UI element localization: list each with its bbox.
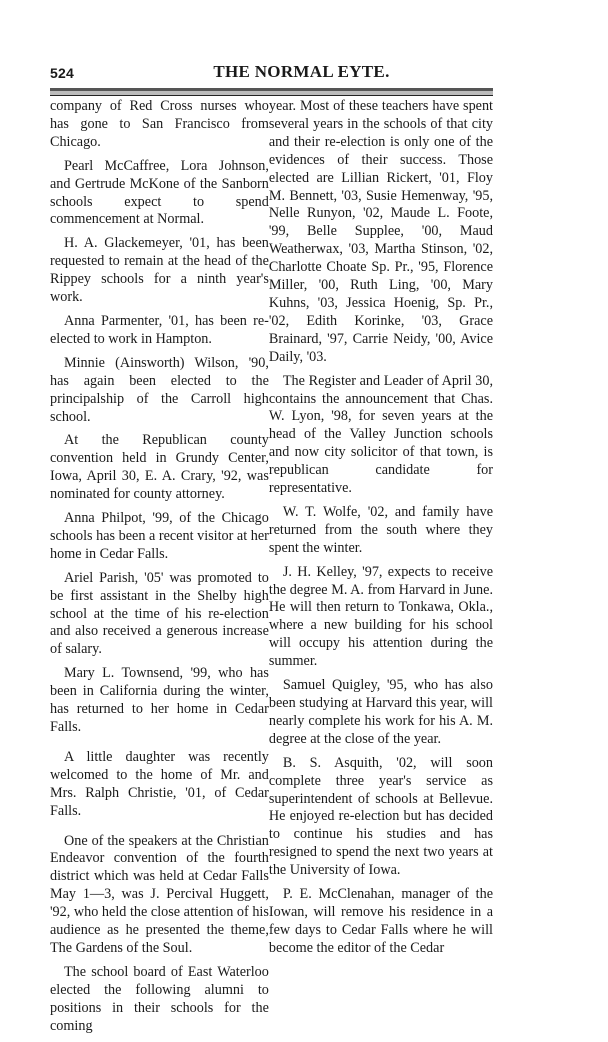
paragraph: The school board of East Waterloo elected the following alumni to positions in their schools for the coming [50, 963, 269, 1034]
paragraph: Anna Parmenter, '01, has been re-elected to work in Hampton. [50, 312, 269, 347]
paragraph: Anna Philpot, '99, of the Chicago schools has been a recent visitor at her home in Cedar Falls. [50, 510, 269, 562]
page-header [50, 62, 493, 84]
paragraph: J. H. Kelley, '97, expects to receive the degree M. A. from Harvard in June. He will then return to Tonkawa, Okla., where a new building for his school will occupy his attention during the summer. [268, 563, 493, 670]
header-rule [50, 88, 493, 96]
paragraph: H. A. Glackemeyer, '01, has been requested to remain at the head of the Rippey schools for a ninth year's work. [50, 235, 269, 306]
paragraph: A little daughter was recently welcomed to the home of Mr. and Mrs. Ralph Christie, '01, of Cedar Falls. [50, 748, 269, 819]
paragraph: One of the speakers at the Christian Endeavor convention of the fourth district which was held at Cedar Falls May 1—3, was J. Percival Huggett, '92, who held the close attention of his audience as he presented the theme, The Gardens of the Soul. [50, 832, 269, 956]
paragraph: B. S. Asquith, '02, will soon complete three year's service as superintendent of schools at Bellevue. He enjoyed re-election but has decided to continue his studies and has resigned to spend the next two years at the University of Iowa. [268, 754, 493, 879]
left-column [50, 98, 269, 1042]
paragraph: company of Red Cross nurses who has gone to San Francisco from Chicago. [50, 98, 269, 150]
paragraph: The Register and Leader of April 30, contains the announcement that Chas. W. Lyon, '98, for seven years at the head of the Valley Junction schools and now city solicitor of that town, is republican candidate for representative. [268, 372, 493, 497]
journal-title: THE NORMAL EYTE. [213, 62, 390, 81]
right-column [269, 98, 493, 1042]
paragraph: P. E. McClenahan, manager of the Iowan, will remove his residence in a few days to Cedar Falls where he will become the editor of the Cedar [268, 886, 493, 956]
paragraph: Ariel Parish, '05' was promoted to be first assistant in the Shelby high school at the time of his re-election and also received a generous increase of salary. [50, 569, 269, 658]
paragraph: W. T. Wolfe, '02, and family have returned from the south where they spent the winter. [268, 503, 493, 556]
paragraph: Mary L. Townsend, '99, who has been in California during the winter, has returned to her home in Cedar Falls. [50, 665, 269, 735]
body-columns [50, 98, 493, 1042]
paragraph: year. Most of these teachers have spent several years in the schools of that city and their re-election is only one of the evidences of their success. Those elected are Lillian Rickert, '01, Floy M. Bennett, '03, Susie Hemenway, '95, Nelle Runyon, '02, Maude L. Foote, '99, Belle Supplee, '00, Maud Weatherwax, '03, Martha Stinson, '02, Charlotte Choate Sp. Pr., '95, Florence Miller, '00, Ruth Ling, '00, Mary Kuhns, '03, Jessica Hoenig, Sp. Pr., '02, Edith Korinke, '03, Grace Brainard, '97, Carrie Neidy, '00, Avice Daily, '03. [268, 98, 493, 365]
page [50, 62, 493, 1042]
paragraph: Pearl McCaffree, Lora Johnson, and Gertrude McKone of the Sanborn schools expect to spend commencement at Normal. [50, 157, 269, 228]
paragraph: At the Republican county convention held in Grundy Center, Iowa, April 30, E. A. Crary, '92, was nominated for county attorney. [50, 432, 269, 503]
page-number: 524 [50, 65, 74, 81]
paragraph: Minnie (Ainsworth) Wilson, '90, has again been elected to the principalship of the Carroll high school. [50, 354, 269, 425]
paragraph: Samuel Quigley, '95, who has also been studying at Harvard this year, will nearly complete his work for his A. M. degree at the close of the year. [268, 677, 493, 747]
